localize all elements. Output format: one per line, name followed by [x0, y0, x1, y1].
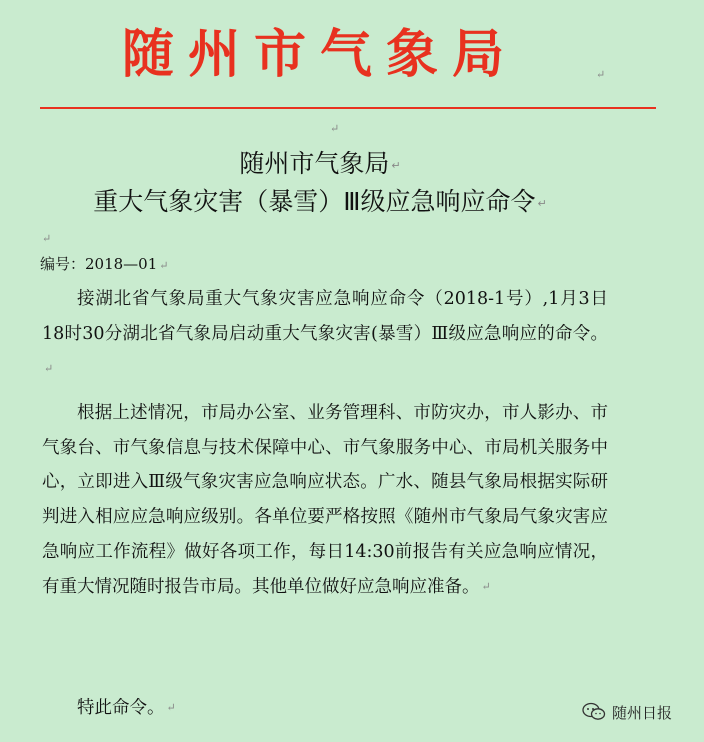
- paragraph-mark-icon: ↵: [166, 701, 176, 715]
- document-number: 编号：2018—01 ↵: [40, 255, 169, 273]
- paragraph-mark-icon: ↵: [330, 122, 340, 135]
- agency-header-title: 随州市气象局: [121, 25, 518, 85]
- closing-statement: 特此命令。 ↵: [77, 698, 176, 718]
- paragraph-mark-icon: ↵: [596, 68, 606, 81]
- body-paragraph-1: 接湖北省气象局重大气象灾害应急响应命令（2018-1号）,1月3日18时30分湖北省气象局启动重大气象灾害(暴雪）Ⅲ级应急响应的命令。↵: [42, 289, 608, 375]
- wechat-icon: [582, 702, 606, 722]
- paragraph-mark-icon: ↵: [44, 361, 54, 375]
- paragraph-mark-icon: ↵: [391, 158, 401, 172]
- document-title-line1: 随州市气象局 ↵: [239, 149, 401, 178]
- watermark-label: 随州日报: [612, 703, 673, 722]
- paragraph-mark-icon: ↵: [537, 196, 547, 210]
- paragraph-mark-icon: ↵: [42, 232, 52, 245]
- paragraph-mark-icon: ↵: [159, 258, 169, 272]
- document-title-line2: 重大气象灾害（暴雪）Ⅲ级应急响应命令 ↵: [93, 187, 547, 216]
- paragraph-mark-icon: ↵: [481, 579, 491, 593]
- source-watermark: [582, 700, 672, 724]
- body-paragraph-2: 根据上述情况，市局办公室、业务管理科、市防灾办，市人影办、市气象台、市气象信息与技术保障中心、市气象服务中心、市局机关服务中心，立即进入Ⅲ级气象灾害应急响应状态。广水、随县气象局根据实际研判进入相应应急响应级别。各单位要严格按照《随州市气象局气象灾害应急响应工作流程》做好各项工作，每日14:30前报告有关应急响应情况，有重大情况随时报告市局。其他单位做好应急响应准备。 ↵: [42, 403, 608, 597]
- header-red-rule: [40, 107, 656, 109]
